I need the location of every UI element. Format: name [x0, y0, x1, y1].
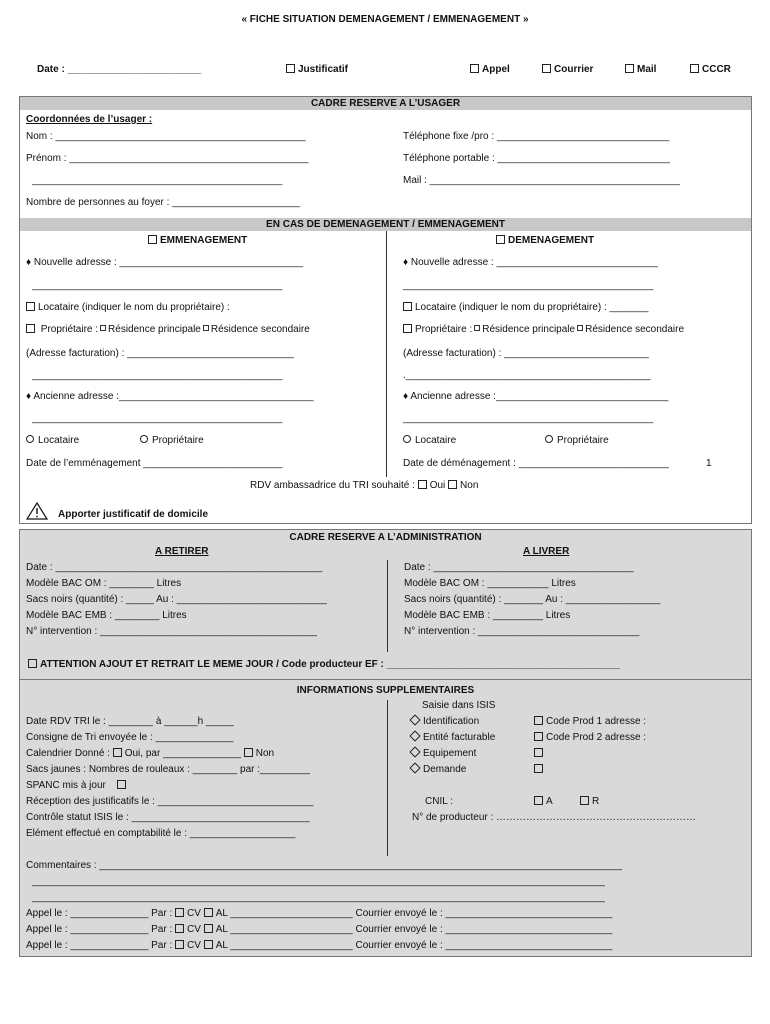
sacs-jaunes-field[interactable]: Sacs jaunes : Nombres de rouleaux : ________ par :_________ [26, 764, 311, 775]
checkbox-icon [542, 64, 551, 73]
checkbox-icon [690, 64, 699, 73]
non-label: Non [460, 480, 479, 491]
justificatif-note: Apporter justificatif de domicile [58, 509, 209, 520]
checkbox-icon [286, 64, 295, 73]
radio-icon [140, 435, 148, 443]
dem-locataire-checkbox[interactable] [403, 302, 648, 313]
opt-locataire-label: Locataire [415, 435, 457, 446]
al-checkbox-icon [204, 940, 213, 949]
checkbox-icon [534, 764, 543, 773]
res-secondaire-label: Résidence secondaire [585, 324, 685, 335]
livrer-date-field[interactable]: Date : ____________________________________ [404, 562, 634, 573]
dem-locataire-label: Locataire (indiquer le nom du propriétaire) : _______ [415, 302, 649, 313]
comment-blank-field[interactable]: _______________________________________________________________________________________________________ [32, 876, 605, 887]
justificatif-checkbox[interactable] [286, 64, 348, 75]
entite-label: Entité facturable [423, 732, 496, 743]
dem-opt-locataire[interactable] [403, 435, 456, 446]
opt-proprietaire-label: Propriétaire [557, 435, 609, 446]
code2-checkbox[interactable] [534, 732, 646, 743]
checkbox-icon [100, 325, 106, 331]
page-title: « FICHE SITUATION DEMENAGEMENT / EMMENAGEMENT » [241, 14, 529, 25]
emm-opt-locataire[interactable] [26, 435, 79, 446]
cv-checkbox-icon [175, 924, 184, 933]
emm-nouvelle-field[interactable] [26, 257, 303, 268]
appel-label: Appel [482, 64, 510, 75]
livrer-intervention-field[interactable]: N° intervention : _____________________________ [404, 626, 640, 637]
prenom-field[interactable]: Prénom : ___________________________________________ [26, 153, 309, 164]
livrer-bac-emb-field[interactable]: Modèle BAC EMB : _________ Litres [404, 610, 571, 621]
justificatif-label: Justificatif [298, 64, 349, 75]
checkbox-icon [534, 716, 543, 725]
comment-blank-field[interactable]: _______________________________________________________________________________________________________ [32, 892, 605, 903]
checkbox-icon [625, 64, 634, 73]
equipement-option[interactable] [409, 748, 476, 759]
appel-row[interactable] [26, 940, 612, 951]
emm-blank-field[interactable]: _____________________________________________ [32, 370, 283, 381]
identification-option[interactable] [409, 716, 479, 727]
calendrier-row [26, 748, 274, 759]
code1-label: Code Prod 1 adresse : [546, 716, 647, 727]
appel-label: Appel le : ______________ Par : [26, 924, 173, 935]
radio-icon [545, 435, 553, 443]
emm-nouvelle-label: Nouvelle adresse : _________________________________ [33, 257, 304, 268]
demenagement-checkbox[interactable] [496, 235, 594, 246]
appel-checkbox[interactable] [470, 64, 510, 75]
tel-portable-field[interactable]: Téléphone portable : _______________________________ [403, 153, 670, 164]
non-checkbox-icon[interactable] [448, 480, 457, 489]
reception-field[interactable]: Réception des justificatifs le : ____________________________ [26, 796, 314, 807]
checkbox-icon [117, 780, 126, 789]
diamond-icon [409, 714, 420, 725]
mail-field[interactable]: Mail : _____________________________________________ [403, 175, 680, 186]
saisie-isis-label: Saisie dans ISIS [422, 700, 496, 711]
dem-proprietaire-label: Propriétaire : [415, 324, 473, 335]
calendrier-label: Calendrier Donné : [26, 748, 110, 759]
administration-band: CADRE RESERVE A L’ADMINISTRATION [289, 532, 482, 543]
dem-opt-proprietaire[interactable] [545, 435, 609, 446]
courrier-label: Courrier [554, 64, 594, 75]
cnil-a-label: A [546, 796, 553, 807]
checkbox-icon [496, 235, 505, 244]
diamond-bullet-icon: ♦ [26, 391, 34, 402]
attention-checkbox[interactable] [28, 659, 620, 670]
emmenagement-label: EMMENAGEMENT [160, 235, 248, 246]
personnes-field[interactable]: Nombre de personnes au foyer : _______________________ [26, 197, 301, 208]
comptabilite-field[interactable]: Elément effectué en comptabilité le : ___________________ [26, 828, 296, 839]
code1-checkbox[interactable] [534, 716, 646, 727]
diamond-icon [409, 746, 420, 757]
al-courrier-label: AL ______________________ Courrier envoyé le : ______________________________ [215, 908, 613, 919]
nom-field[interactable]: Nom : _____________________________________________ [26, 131, 306, 142]
demenagement-label: DEMENAGEMENT [508, 235, 595, 246]
entite-option[interactable] [409, 732, 495, 743]
checkbox-icon [534, 796, 543, 805]
checkbox-icon [26, 324, 35, 333]
oui-label: Oui [429, 480, 446, 491]
controle-field[interactable]: Contrôle statut ISIS le : ________________________________ [26, 812, 310, 823]
a-retirer-title: A RETIRER [155, 546, 209, 557]
warning-icon [26, 502, 48, 525]
dem-blank-field[interactable]: .____________________________________________ [403, 370, 651, 381]
section-divider [20, 679, 751, 680]
emm-blank-field[interactable]: _____________________________________________ [32, 413, 283, 424]
equipement-label: Equipement [423, 748, 477, 759]
page-number: 1 [706, 458, 712, 469]
emm-locataire-checkbox[interactable] [26, 302, 230, 313]
rdv-row [250, 480, 478, 491]
header-date[interactable]: Date : ________________________ [37, 64, 202, 75]
diamond-bullet-icon: ♦ [403, 257, 411, 268]
cccr-checkbox[interactable] [690, 64, 731, 75]
calendrier-non-checkbox-icon[interactable] [244, 748, 253, 757]
code2-label: Code Prod 2 adresse : [546, 732, 647, 743]
dem-ancienne-label: Ancienne adresse :_______________________________ [410, 391, 669, 402]
infos-band: INFORMATIONS SUPPLEMENTAIRES [296, 685, 475, 696]
checkbox-icon [534, 732, 543, 741]
emm-proprietaire-label: Propriétaire : [40, 324, 99, 335]
dem-date-field[interactable]: Date de déménagement : ___________________________ [403, 458, 669, 469]
consigne-field[interactable]: Consigne de Tri envoyée le : ______________ [26, 732, 234, 743]
dem-nouvelle-label: Nouvelle adresse : _____________________________ [410, 257, 658, 268]
res-principale-label: Résidence principale [482, 324, 576, 335]
emm-blank-field[interactable]: _____________________________________________ [32, 280, 283, 291]
cv-checkbox-icon [175, 908, 184, 917]
emm-ancienne-label: Ancienne adresse :___________________________________ [33, 391, 314, 402]
checkbox-icon [534, 748, 543, 757]
dem-blank-field[interactable]: _____________________________________________ [403, 280, 654, 291]
radio-icon [403, 435, 411, 443]
spanc-checkbox[interactable] [26, 780, 129, 791]
column-divider [386, 231, 387, 477]
column-divider [387, 700, 388, 856]
courrier-checkbox[interactable] [542, 64, 593, 75]
cv-label: CV [187, 924, 201, 935]
cnil-r-checkbox[interactable] [580, 796, 599, 807]
dem-proprietaire-checkbox[interactable] [403, 324, 684, 335]
checkbox-icon [470, 64, 479, 73]
demande-option[interactable] [409, 764, 466, 775]
retirer-bac-om-field[interactable]: Modèle BAC OM : ________ Litres [26, 578, 182, 589]
checkbox-icon [26, 302, 35, 311]
emm-facturation-field[interactable]: (Adresse facturation) : ______________________________ [26, 348, 294, 359]
blank-field[interactable]: _____________________________________________ [32, 175, 283, 186]
equipement-checkbox[interactable] [534, 748, 546, 759]
tel-fixe-field[interactable]: Téléphone fixe /pro : _______________________________ [403, 131, 670, 142]
demande-label: Demande [423, 764, 467, 775]
emm-proprietaire-checkbox[interactable] [26, 324, 310, 335]
checkbox-icon [148, 235, 157, 244]
emm-locataire-label: Locataire (indiquer le nom du propriétaire) : [38, 302, 230, 313]
demande-checkbox[interactable] [534, 764, 546, 775]
dem-nouvelle-field[interactable] [403, 257, 658, 268]
cv-checkbox-icon [175, 940, 184, 949]
cnil-label: CNIL : [425, 796, 453, 807]
al-courrier-label: AL ______________________ Courrier envoyé le : ______________________________ [215, 940, 613, 951]
cv-label: CV [187, 908, 201, 919]
livrer-bac-om-field[interactable]: Modèle BAC OM : ___________ Litres [404, 578, 576, 589]
identification-label: Identification [423, 716, 480, 727]
calendrier-non-label: Non [255, 748, 275, 759]
cccr-label: CCCR [702, 64, 731, 75]
cnil-a-checkbox[interactable] [534, 796, 553, 807]
checkbox-icon [403, 302, 412, 311]
checkbox-icon [203, 325, 209, 331]
administration-frame [19, 529, 752, 957]
dem-facturation-field[interactable]: (Adresse facturation) : __________________________ [403, 348, 649, 359]
appel-row[interactable] [26, 924, 612, 935]
commentaires-field[interactable]: Commentaires : ______________________________________________________________________________________________ [26, 860, 623, 871]
mail-checkbox[interactable] [625, 64, 656, 75]
usager-heading: Coordonnées de l’usager : [26, 114, 153, 125]
livrer-sacs-field[interactable]: Sacs noirs (quantité) : _______ Au : _________________ [404, 594, 661, 605]
emm-opt-proprietaire[interactable] [140, 435, 204, 446]
diamond-icon [409, 762, 420, 773]
dem-blank-field[interactable]: _____________________________________________ [403, 413, 654, 424]
retirer-date-field[interactable]: Date : ________________________________________________ [26, 562, 323, 573]
usager-frame [19, 96, 752, 524]
calendrier-oui-label: Oui, par ______________ [124, 748, 241, 759]
diamond-bullet-icon: ♦ [26, 257, 34, 268]
rdv-tri-field[interactable]: Date RDV TRI le : ________ à ______h _____ [26, 716, 234, 727]
spanc-label: SPANC mis à jour [26, 780, 106, 791]
demenagement-band: EN CAS DE DEMENAGEMENT / EMMENAGEMENT [20, 218, 751, 231]
cnil-r-label: R [592, 796, 600, 807]
res-secondaire-label: Résidence secondaire [210, 324, 310, 335]
emmenagement-checkbox[interactable] [148, 235, 247, 246]
radio-icon [26, 435, 34, 443]
diamond-bullet-icon: ♦ [403, 391, 411, 402]
retirer-sacs-field[interactable]: Sacs noirs (quantité) : _____ Au : ___________________________ [26, 594, 327, 605]
appel-label: Appel le : ______________ Par : [26, 940, 173, 951]
res-principale-label: Résidence principale [108, 324, 201, 335]
checkbox-icon [474, 325, 480, 331]
appel-row[interactable] [26, 908, 612, 919]
al-checkbox-icon [204, 908, 213, 917]
column-divider [387, 560, 388, 652]
producteur-field[interactable]: N° de producteur : …………………………………………………… [412, 812, 697, 823]
retirer-bac-emb-field[interactable]: Modèle BAC EMB : ________ Litres [26, 610, 187, 621]
al-checkbox-icon [204, 924, 213, 933]
attention-label: ATTENTION AJOUT ET RETRAIT LE MEME JOUR / Code producteur EF : __________________________________________ [40, 659, 621, 670]
calendrier-oui-checkbox-icon[interactable] [113, 748, 122, 757]
a-livrer-title: A LIVRER [523, 546, 570, 557]
checkbox-icon [403, 324, 412, 333]
checkbox-icon [28, 659, 37, 668]
rdv-label: RDV ambassadrice du TRI souhaité : [250, 480, 415, 491]
cv-label: CV [187, 940, 201, 951]
checkbox-icon [580, 796, 589, 805]
opt-locataire-label: Locataire [38, 435, 80, 446]
oui-checkbox-icon[interactable] [418, 480, 427, 489]
mail-label: Mail [637, 64, 657, 75]
checkbox-icon [577, 325, 583, 331]
appel-label: Appel le : ______________ Par : [26, 908, 173, 919]
opt-proprietaire-label: Propriétaire [152, 435, 204, 446]
dem-ancienne-field[interactable] [403, 391, 668, 402]
al-courrier-label: AL ______________________ Courrier envoyé le : ______________________________ [215, 924, 613, 935]
usager-band: CADRE RESERVE A L’USAGER [20, 97, 751, 110]
emm-date-field[interactable]: Date de l’emménagement _________________________ [26, 458, 283, 469]
emm-ancienne-field[interactable] [26, 391, 314, 402]
diamond-icon [409, 730, 420, 741]
retirer-intervention-field[interactable]: N° intervention : _______________________________________ [26, 626, 317, 637]
